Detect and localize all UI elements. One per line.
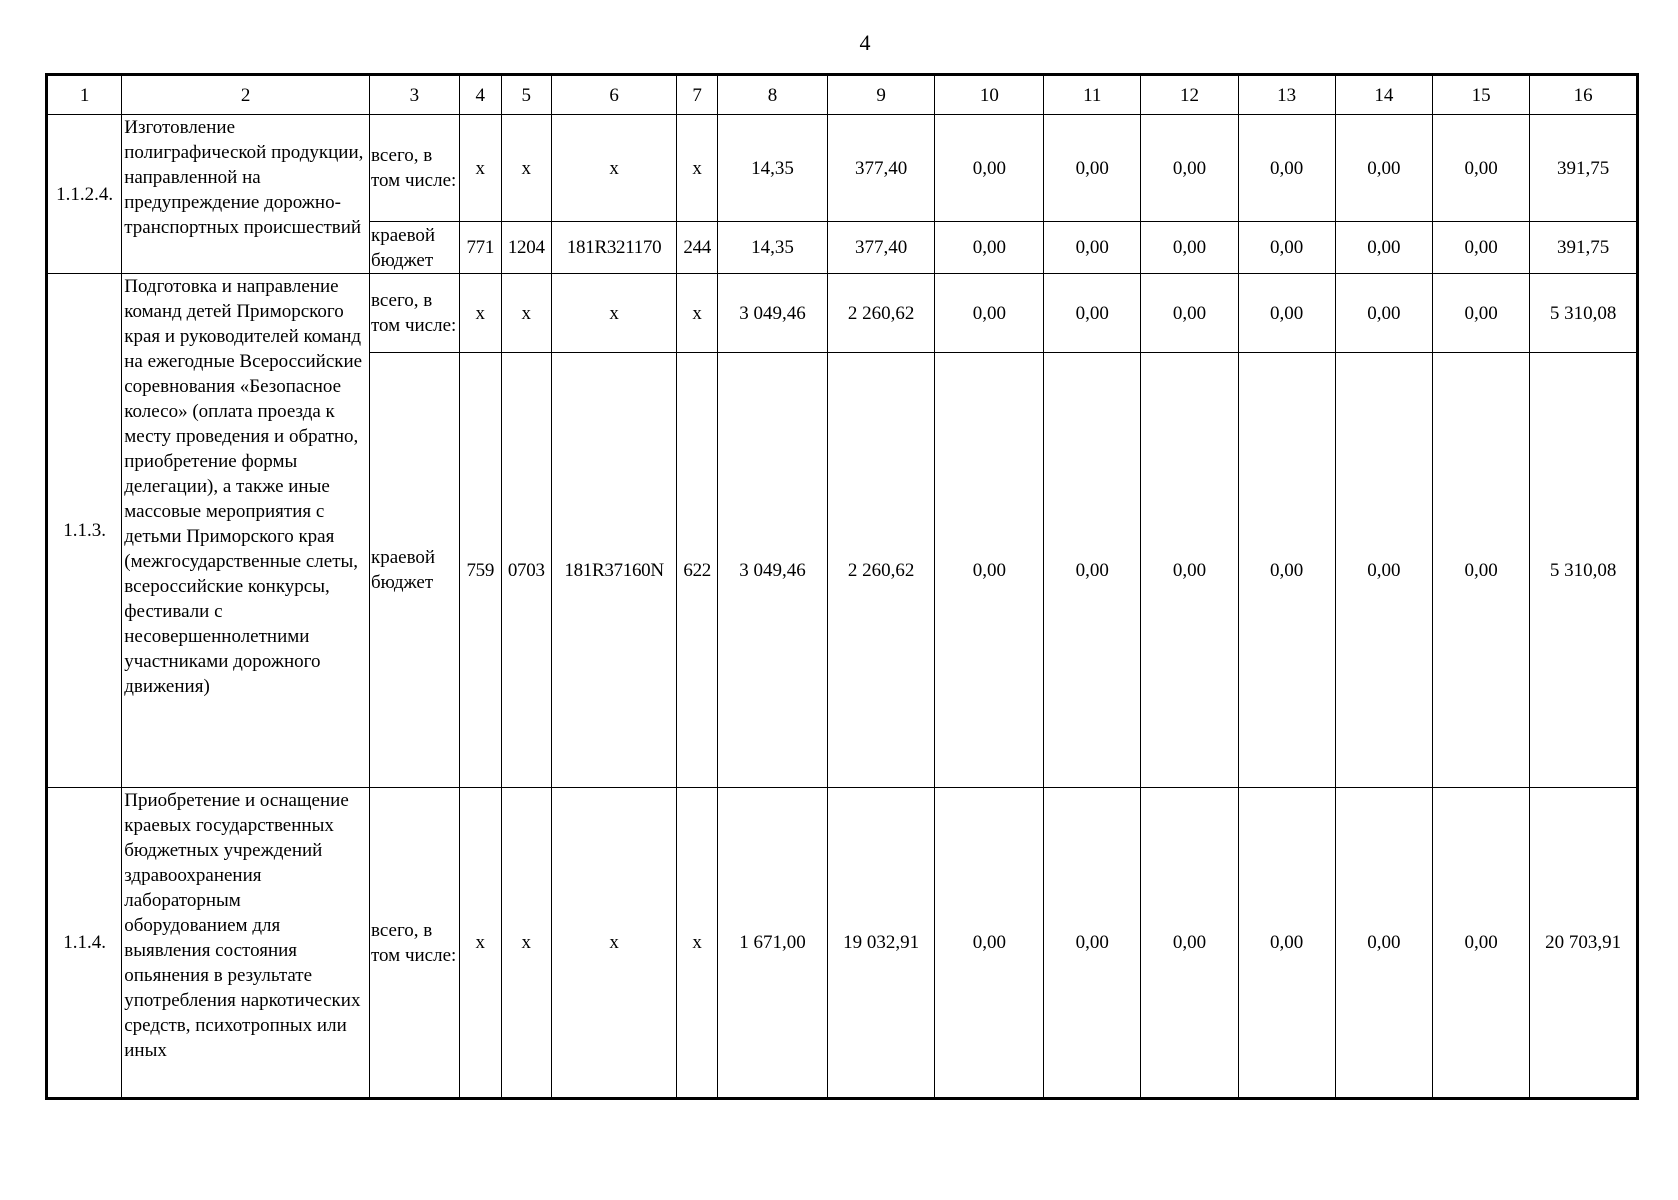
value-cell: 0,00 bbox=[1044, 788, 1141, 1099]
value-cell: 0,00 bbox=[1335, 274, 1432, 353]
value-cell: 3 049,46 bbox=[718, 274, 828, 353]
cell: x bbox=[677, 274, 718, 353]
value-cell: 1 671,00 bbox=[718, 788, 828, 1099]
funding-source: краевой бюджет bbox=[369, 222, 459, 274]
cell: 181R37160N bbox=[551, 353, 676, 788]
value-cell: 0,00 bbox=[1432, 788, 1529, 1099]
page-number: 4 bbox=[859, 30, 871, 55]
value-cell: 2 260,62 bbox=[827, 274, 935, 353]
value-cell: 0,00 bbox=[1238, 222, 1335, 274]
value-cell: 377,40 bbox=[827, 222, 935, 274]
cell: x bbox=[551, 274, 676, 353]
value-cell: 0,00 bbox=[1141, 222, 1238, 274]
value-cell: 19 032,91 bbox=[827, 788, 935, 1099]
budget-table bbox=[45, 73, 1639, 1100]
header-cell: 14 bbox=[1335, 75, 1432, 115]
row-description: Подготовка и направление команд детей Приморского края и руководителей команд на ежегодные Всероссийские соревнования «Безопасное колесо» (оплата проезда к месту проведения и обратно, приобретение формы делегации), а также иные массовые мероприятия с детьми Приморского края (межгосударственные слеты, всероссийские конкурсы, фестивали с несовершеннолетними участниками дорожного движения) bbox=[122, 274, 370, 788]
header-cell: 9 bbox=[827, 75, 935, 115]
row-description: Изготовление полиграфической продукции, направленной на предупреждение дорожно-транспортных происшествий bbox=[122, 115, 370, 274]
value-cell: 14,35 bbox=[718, 222, 828, 274]
value-cell: 3 049,46 bbox=[718, 353, 828, 788]
value-cell: 0,00 bbox=[1432, 353, 1529, 788]
table-row bbox=[47, 788, 1638, 1099]
value-cell: 0,00 bbox=[1044, 222, 1141, 274]
table-row bbox=[47, 274, 1638, 353]
header-cell: 1 bbox=[47, 75, 122, 115]
cell: x bbox=[551, 115, 676, 222]
cell: x bbox=[459, 788, 501, 1099]
header-row bbox=[47, 75, 1638, 115]
value-cell: 0,00 bbox=[1335, 788, 1432, 1099]
value-cell: 0,00 bbox=[1335, 222, 1432, 274]
value-cell: 0,00 bbox=[1335, 353, 1432, 788]
cell: x bbox=[501, 788, 551, 1099]
funding-source: краевой бюджет bbox=[369, 353, 459, 788]
value-cell: 0,00 bbox=[935, 788, 1044, 1099]
header-cell: 3 bbox=[369, 75, 459, 115]
cell: 622 bbox=[677, 353, 718, 788]
value-cell: 2 260,62 bbox=[827, 353, 935, 788]
header-cell: 15 bbox=[1432, 75, 1529, 115]
cell: x bbox=[501, 274, 551, 353]
header-cell: 10 bbox=[935, 75, 1044, 115]
cell: 1204 bbox=[501, 222, 551, 274]
cell: x bbox=[501, 115, 551, 222]
value-cell: 0,00 bbox=[1141, 353, 1238, 788]
value-cell: 0,00 bbox=[935, 115, 1044, 222]
value-cell: 0,00 bbox=[935, 222, 1044, 274]
value-cell: 0,00 bbox=[1238, 788, 1335, 1099]
value-cell: 0,00 bbox=[1141, 788, 1238, 1099]
header-cell: 2 bbox=[122, 75, 370, 115]
row-id: 1.1.4. bbox=[47, 788, 122, 1099]
value-cell: 0,00 bbox=[1044, 353, 1141, 788]
header-cell: 8 bbox=[718, 75, 828, 115]
value-cell: 0,00 bbox=[1044, 274, 1141, 353]
value-cell: 0,00 bbox=[1238, 353, 1335, 788]
cell: x bbox=[551, 788, 676, 1099]
value-cell: 0,00 bbox=[1432, 274, 1529, 353]
funding-source: всего, в том числе: bbox=[369, 788, 459, 1099]
cell: 771 bbox=[459, 222, 501, 274]
value-cell: 377,40 bbox=[827, 115, 935, 222]
value-cell: 14,35 bbox=[718, 115, 828, 222]
value-cell: 0,00 bbox=[1141, 115, 1238, 222]
header-cell: 16 bbox=[1530, 75, 1638, 115]
value-cell: 0,00 bbox=[1432, 115, 1529, 222]
header-cell: 11 bbox=[1044, 75, 1141, 115]
funding-source: всего, в том числе: bbox=[369, 274, 459, 353]
value-cell: 0,00 bbox=[1238, 274, 1335, 353]
table-row bbox=[47, 115, 1638, 222]
value-cell: 5 310,08 bbox=[1530, 274, 1638, 353]
header-cell: 12 bbox=[1141, 75, 1238, 115]
cell: 244 bbox=[677, 222, 718, 274]
value-cell: 391,75 bbox=[1530, 115, 1638, 222]
cell: 759 bbox=[459, 353, 501, 788]
value-cell: 0,00 bbox=[935, 274, 1044, 353]
value-cell: 0,00 bbox=[935, 353, 1044, 788]
cell: x bbox=[677, 115, 718, 222]
header-cell: 4 bbox=[459, 75, 501, 115]
value-cell: 0,00 bbox=[1432, 222, 1529, 274]
value-cell: 0,00 bbox=[1335, 115, 1432, 222]
cell: 181R321170 bbox=[551, 222, 676, 274]
header-cell: 6 bbox=[551, 75, 676, 115]
cell: 0703 bbox=[501, 353, 551, 788]
cell: x bbox=[459, 115, 501, 222]
row-id: 1.1.3. bbox=[47, 274, 122, 788]
value-cell: 20 703,91 bbox=[1530, 788, 1638, 1099]
header-cell: 7 bbox=[677, 75, 718, 115]
row-id: 1.1.2.4. bbox=[47, 115, 122, 274]
header-cell: 5 bbox=[501, 75, 551, 115]
cell: x bbox=[677, 788, 718, 1099]
value-cell: 0,00 bbox=[1238, 115, 1335, 222]
value-cell: 5 310,08 bbox=[1530, 353, 1638, 788]
cell: x bbox=[459, 274, 501, 353]
value-cell: 391,75 bbox=[1530, 222, 1638, 274]
value-cell: 0,00 bbox=[1141, 274, 1238, 353]
value-cell: 0,00 bbox=[1044, 115, 1141, 222]
header-cell: 13 bbox=[1238, 75, 1335, 115]
funding-source: всего, в том числе: bbox=[369, 115, 459, 222]
row-description: Приобретение и оснащение краевых государственных бюджетных учреждений здравоохранения лабораторным оборудованием для выявления состояния опьянения в результате употребления наркотических средств, психотропных или иных bbox=[122, 788, 370, 1099]
